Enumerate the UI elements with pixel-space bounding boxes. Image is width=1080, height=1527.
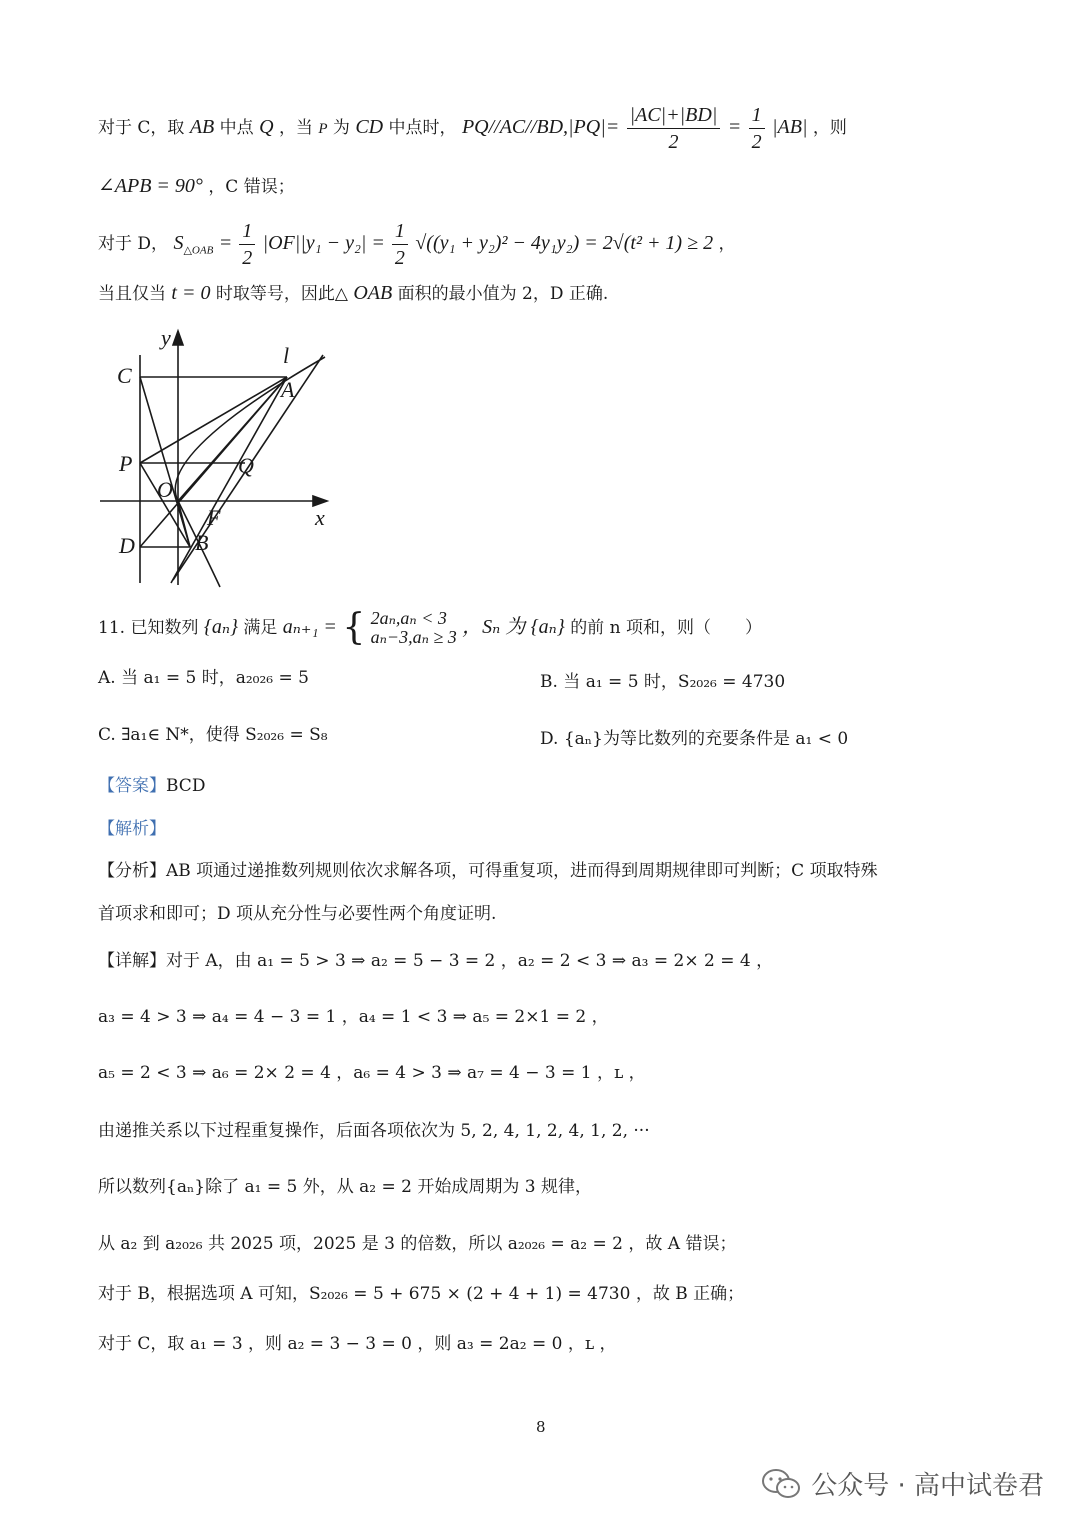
math-sub: △OAB — [183, 244, 214, 257]
analysis-tag — [98, 818, 166, 840]
fraction-den: 2 — [394, 247, 405, 269]
text: 对于 C，取 — [98, 118, 185, 138]
label-F: F — [207, 505, 221, 530]
case-1: 2aₙ,aₙ < 3 — [370, 607, 447, 628]
xiangjie-line-5: 所以数列{aₙ}除了 a₁ = 5 外，从 a₂ = 2 开始成周期为 3 规律， — [98, 1177, 592, 1197]
math: CD — [355, 116, 384, 138]
line-d — [98, 218, 735, 271]
analysis-tag-text: 【解析】 — [98, 819, 166, 839]
math: t = 0 — [171, 282, 211, 304]
fraction — [239, 218, 255, 271]
page-number: 8 — [536, 1418, 546, 1436]
label-l: l — [283, 343, 290, 368]
math: |AB| — [772, 116, 808, 138]
option-d: D. {aₙ}为等比数列的充要条件是 a₁ < 0 — [540, 729, 849, 749]
text: ，则 — [812, 118, 847, 138]
text: 面积的最小值为 2，D 正确. — [397, 284, 609, 304]
wechat-icon — [761, 1468, 801, 1500]
option-c: C. ∃a₁∈ N*，使得 S₂₀₂₆ = S₈ — [98, 725, 328, 745]
xiangjie-line-8: 对于 C，取 a₁ = 3 ，则 a₂ = 3 − 3 = 0 ，则 a₃ = 2a₂ = 0 ，ʟ ， — [98, 1334, 617, 1354]
text: ， — [718, 234, 736, 254]
xiangjie-line-6: 从 a₂ 到 a₂₀₂₆ 共 2025 项，2025 是 3 的倍数，所以 a₂₀₂₆ = a₂ = 2 ，故 A 错误； — [98, 1234, 737, 1254]
text: 中点 — [219, 118, 254, 138]
fraction — [392, 218, 408, 271]
line-PB — [140, 463, 190, 547]
math: √((y₁ + y₂)² − 4y₁y₂) = 2√(t² + 1) ≥ 2 — [415, 232, 714, 254]
answer-line — [98, 775, 205, 797]
xiangjie-line-3: a₅ = 2 < 3 ⇒ a₆ = 2× 2 = 4 ，a₆ = 4 > 3 ⇒ a₇ = 4 − 3 = 1 ，ʟ ， — [98, 1063, 646, 1083]
fraction-num: 1 — [392, 218, 408, 245]
fraction — [749, 102, 765, 155]
text: 满足 — [243, 617, 278, 638]
fraction-num: 1 — [749, 102, 765, 129]
case-2: aₙ−3,aₙ ≥ 3 — [370, 627, 457, 648]
math: S — [173, 232, 184, 254]
text: 时取等号，因此△ — [215, 284, 348, 304]
label-A: A — [281, 377, 295, 402]
math: P — [318, 121, 328, 137]
answer-tag: 【答案】 — [98, 776, 166, 796]
label-D: D — [119, 533, 135, 558]
math: ，Sₙ 为 — [462, 615, 526, 638]
fraction — [627, 102, 721, 155]
math: aₙ₊₁ = — [282, 615, 337, 638]
line-OB — [178, 501, 190, 547]
line-CB — [140, 377, 190, 547]
line-A-steep — [171, 377, 287, 583]
line-PA — [140, 377, 287, 463]
label-Q: Q — [238, 453, 254, 478]
label-x: x — [315, 505, 325, 530]
line-c-angle — [98, 173, 295, 199]
label-B: B — [195, 530, 209, 555]
line-d-cond — [98, 280, 608, 306]
math: {aₙ} — [203, 615, 238, 638]
fraction-den: 2 — [242, 247, 253, 269]
label-C: C — [117, 363, 132, 388]
line-c-part — [98, 102, 847, 155]
cases — [371, 609, 457, 649]
watermark — [761, 1465, 1044, 1502]
fenxi-tag: 【分析】 — [98, 861, 166, 881]
option-b: B. 当 a₁ = 5 时，S₂₀₂₆ = 4730 — [540, 672, 786, 692]
math: ∠APB = 90° — [98, 175, 203, 197]
y-arrow — [173, 331, 183, 345]
math: = — [218, 232, 238, 254]
text: 11. 已知数列 — [98, 617, 199, 638]
xiangjie-line-7: 对于 B，根据选项 A 可知，S₂₀₂₆ = 5 + 675 × (2 + 4 + 1) = 4730 ，故 B 正确； — [98, 1284, 745, 1304]
fraction-num: |AC|+|BD| — [627, 102, 721, 129]
label-O: O — [157, 477, 173, 502]
line-OA — [178, 377, 287, 501]
label-P: P — [119, 451, 133, 476]
label-y: y — [161, 325, 171, 350]
fenxi-line-2: 首项求和即可；D 项从充分性与必要性两个角度证明. — [98, 904, 497, 924]
math: {aₙ} — [530, 615, 565, 638]
text: ，C 错误； — [208, 177, 295, 197]
text: 的前 n 项和，则（ ） — [570, 617, 762, 638]
text: 为 — [332, 118, 350, 138]
xiangjie-line-4: 由递推关系以下过程重复操作，后面各项依次为 5, 2, 4, 1, 2, 4, 1, 2, ··· — [98, 1121, 650, 1141]
text: 当且仅当 — [98, 284, 166, 304]
text: 对于 D， — [98, 234, 169, 254]
math: Q — [259, 116, 274, 138]
xiangjie-tag: 【详解】 — [98, 951, 166, 971]
text: 对于 A，由 a₁ = 5 > 3 ⇒ a₂ = 5 − 3 = 2 ，a₂ = 2 < 3 ⇒ a₃ = 2× 2 = 4 ， — [166, 951, 774, 971]
xiangjie-line-1 — [98, 950, 773, 972]
xiangjie-line-2: a₃ = 4 > 3 ⇒ a₄ = 4 − 3 = 1 ，a₄ = 1 < 3 ⇒ a₅ = 2×1 = 2 ， — [98, 1007, 609, 1027]
geometry-figure — [95, 325, 345, 590]
fraction-num: 1 — [239, 218, 255, 245]
math: OAB — [353, 282, 393, 304]
question-11 — [98, 605, 762, 652]
brace-icon: { — [342, 607, 366, 648]
fraction-den: 2 — [751, 131, 762, 153]
fraction-den: 2 — [668, 131, 679, 153]
text: AB 项通过递推数列规则依次求解各项，可得重复项，进而得到周期规律即可判断；C 项取特殊 — [166, 861, 878, 881]
text: 中点时， — [388, 118, 457, 138]
answer-value: BCD — [166, 776, 206, 796]
math: AB — [189, 116, 215, 138]
math: = — [727, 116, 742, 138]
math: PQ//AC//BD,|PQ|= — [461, 116, 620, 138]
text: ，当 — [278, 118, 313, 138]
option-a: A. 当 a₁ = 5 时，a₂₀₂₆ = 5 — [98, 668, 309, 688]
math: |OF||y₁ − y₂| = — [262, 232, 390, 254]
fenxi-line-1 — [98, 860, 878, 882]
watermark-text: 公众号 · 高中试卷君 — [811, 1471, 1044, 1501]
